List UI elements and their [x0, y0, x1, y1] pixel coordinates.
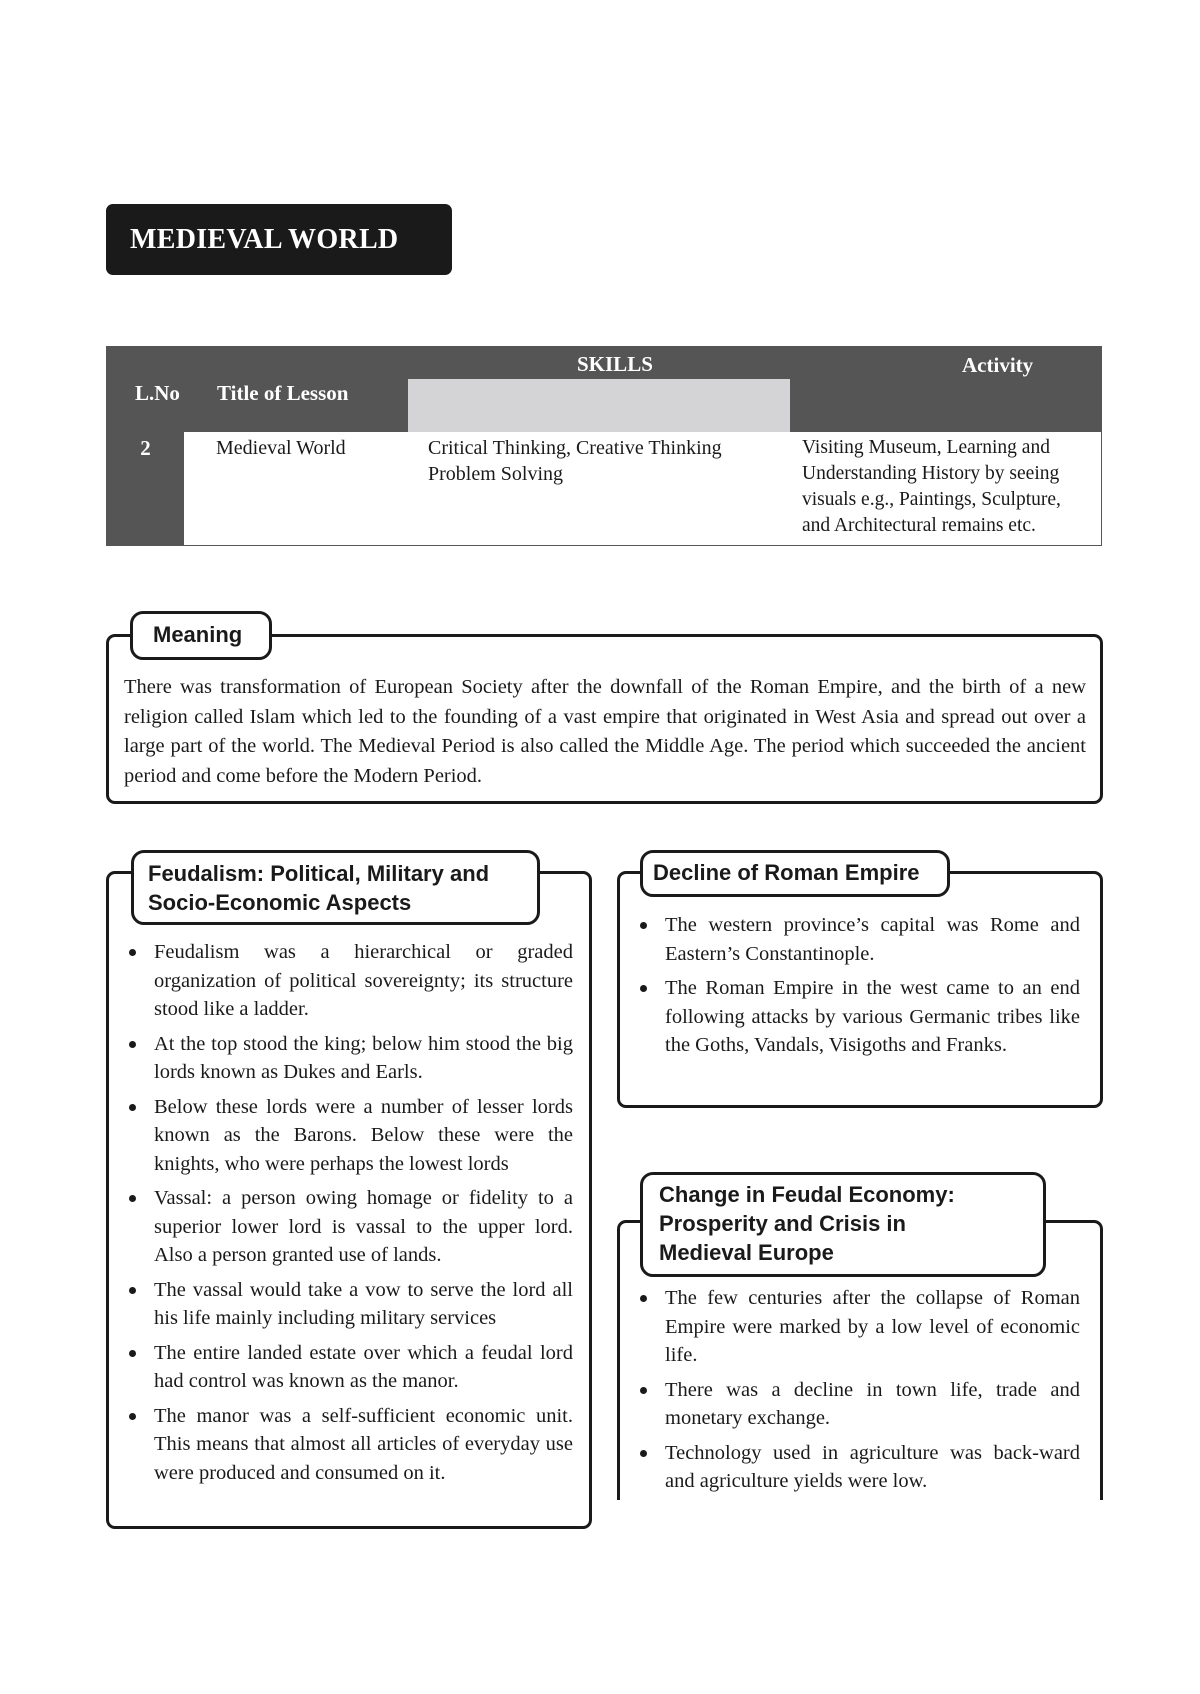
skills-line: Critical Thinking, Creative Thinking — [428, 437, 722, 459]
header-lno: L.No — [135, 381, 180, 405]
feudalism-list — [123, 938, 573, 1493]
activity-line: Visiting Museum, Learning and — [802, 437, 1050, 458]
header-skills: SKILLS — [577, 352, 653, 376]
change-heading-line: Prosperity and Crisis in — [659, 1211, 906, 1236]
skills-subheader-band — [408, 379, 790, 432]
feudalism-heading-line: Feudalism: Political, Military and — [148, 861, 490, 886]
activity-line: Understanding History by seeing — [802, 463, 1060, 484]
list-item: There was a decline in town life, trade and monetary exchange. — [634, 1376, 1080, 1433]
list-item: Vassal: a person owing homage or fidelity to a superior lower lord is vassal to the upper lord. Also a person granted use of lands. — [123, 1184, 573, 1270]
list-item: The entire landed estate over which a feudal lord had control was known as the manor. — [123, 1339, 573, 1396]
chapter-title: MEDIEVAL WORLD — [106, 204, 452, 275]
change-heading — [640, 1172, 1046, 1277]
list-item: Feudalism was a hierarchical or graded organization of political sovereignty; its structure stood like a ladder. — [123, 938, 573, 1024]
list-item: The western province’s capital was Rome and Eastern’s Constantinople. — [634, 911, 1080, 968]
list-item: Below these lords were a number of lesser lords known as the Barons. Below these were the knights, who were perhaps the lowest lords — [123, 1093, 573, 1179]
cell-skills — [428, 435, 722, 487]
activity-line: and Architectural remains etc. — [802, 515, 1036, 536]
skills-line: Problem Solving — [428, 463, 564, 485]
cell-activity — [802, 435, 1061, 539]
list-item: The manor was a self-sufficient economic unit. This means that almost all articles of everyday use were produced and consumed on it. — [123, 1402, 573, 1488]
header-activity: Activity — [962, 353, 1034, 377]
list-item: The Roman Empire in the west came to an end following attacks by various Germanic tribes like the Goths, Vandals, Visigoths and Franks. — [634, 974, 1080, 1060]
change-heading-line: Change in Feudal Economy: — [659, 1182, 955, 1207]
feudalism-heading-line: Socio-Economic Aspects — [148, 890, 412, 915]
meaning-heading: Meaning — [130, 611, 272, 660]
meaning-text: There was transformation of European Society after the downfall of the Roman Empire, and the birth of a new religion called Islam which led to the founding of a vast empire that originated in West Asia and spread out over a large part of the world. The Medieval Period is also called the Middle Age. The period which succeeded the ancient period and come before the Modern Period. — [124, 676, 1086, 787]
decline-heading: Decline of Roman Empire — [640, 850, 950, 897]
cell-lno: 2 — [140, 436, 151, 460]
activity-line: visuals e.g., Paintings, Sculpture, — [802, 489, 1061, 510]
feudalism-heading — [131, 850, 540, 925]
change-list — [634, 1284, 1080, 1502]
change-heading-line: Medieval Europe — [659, 1240, 834, 1265]
list-item: At the top stood the king; below him stood the big lords known as Dukes and Earls. — [123, 1030, 573, 1087]
decline-list — [634, 911, 1080, 1066]
list-item: The few centuries after the collapse of Roman Empire were marked by a low level of economic life. — [634, 1284, 1080, 1370]
list-item: The vassal would take a vow to serve the lord all his life mainly including military services — [123, 1276, 573, 1333]
header-title: Title of Lesson — [217, 381, 349, 405]
list-item: Technology used in agriculture was back-ward and agriculture yields were low. — [634, 1439, 1080, 1496]
cell-title: Medieval World — [216, 437, 346, 459]
lesson-table — [106, 346, 1102, 546]
